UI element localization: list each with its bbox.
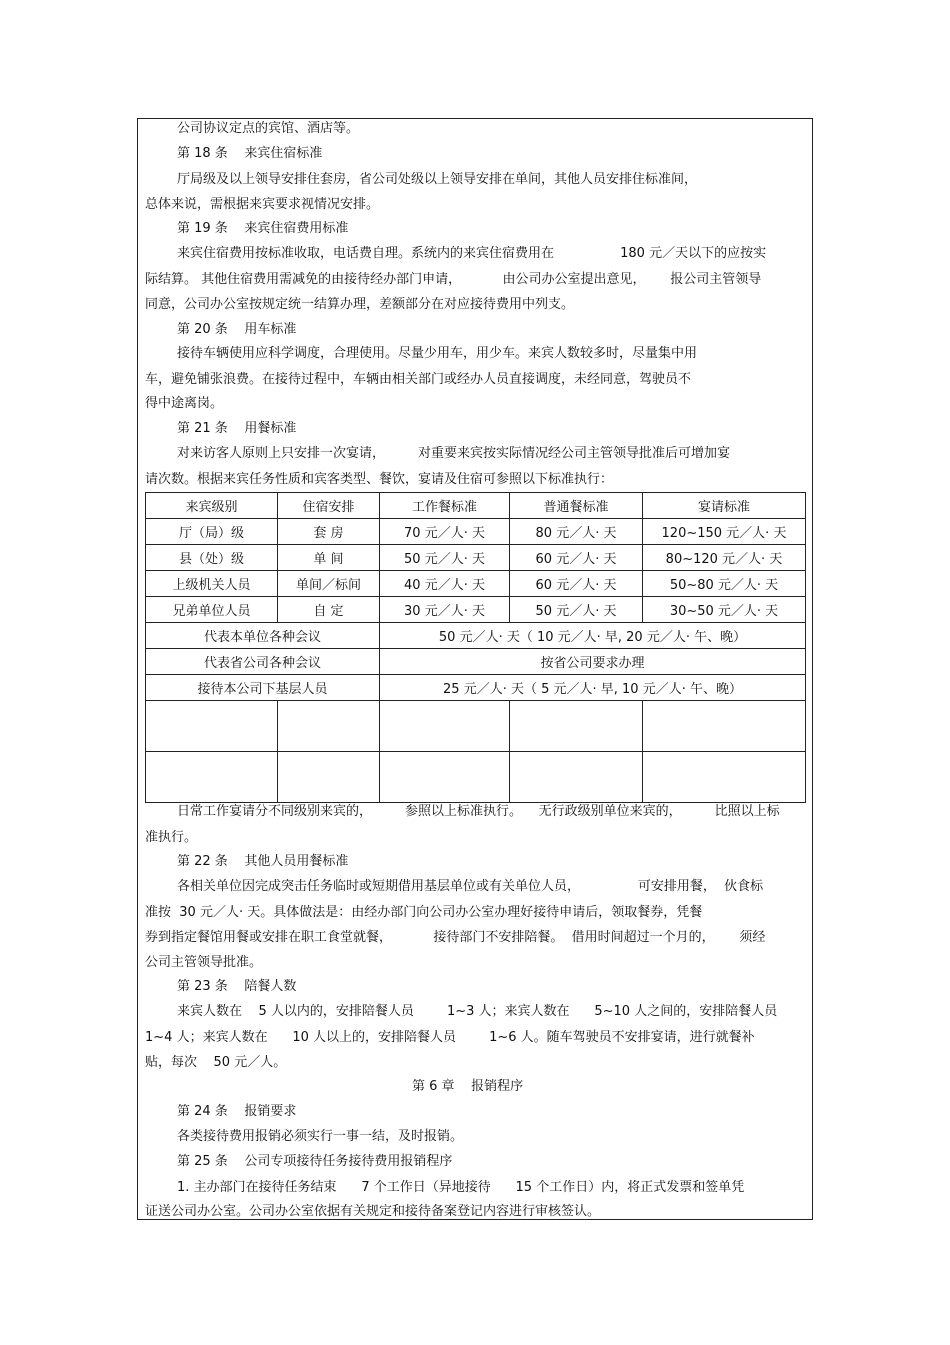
text-line: 1~4 人；来宾人数在 10 人以上的，安排陪餐人员 1~6 人。随车驾驶员不安排宴请，进行就餐补 [145, 1030, 755, 1045]
table-empty-row [146, 701, 806, 752]
table-cell: 25 元／人· 天（ 5 元／人· 早, 10 元／人· 午、晚） [380, 675, 806, 701]
chapter-heading: 第 6 章 报销程序 [412, 1079, 524, 1094]
table-cell: 50 元／人· 天（ 10 元／人· 早, 20 元／人· 午、晚） [380, 623, 806, 649]
table-header-cell: 工作餐标准 [380, 493, 510, 519]
table-cell: 按省公司要求办理 [380, 649, 806, 675]
dining-standard-table [145, 492, 806, 803]
table-cell: 60 元／人· 天 [510, 571, 643, 597]
table-row [146, 571, 806, 597]
article-heading-19: 第 19 条 来宾住宿费用标准 [177, 221, 349, 236]
table-merged-row [146, 649, 806, 675]
text-line: 公司主管领导批准。 [145, 955, 263, 970]
table-empty-cell [146, 752, 278, 803]
table-cell: 30~50 元／人· 天 [643, 597, 806, 623]
article-heading-18: 第 18 条 来宾住宿标准 [177, 146, 323, 161]
table-row [146, 519, 806, 545]
table-cell: 自 定 [278, 597, 380, 623]
table-cell: 40 元／人· 天 [380, 571, 510, 597]
table-cell: 单 间 [278, 545, 380, 571]
table-cell: 120~150 元／人· 天 [643, 519, 806, 545]
table-empty-row [146, 752, 806, 803]
table-empty-cell [278, 701, 380, 752]
text-line: 准执行。 [145, 830, 198, 845]
table-cell: 80~120 元／人· 天 [643, 545, 806, 571]
table-row [146, 545, 806, 571]
text-line: 车，避免铺张浪费。在接待过程中，车辆由相关部门或经办人员直接调度，未经同意，驾驶员不 [145, 372, 692, 387]
text-line: 贴，每次 50 元／人。 [145, 1055, 287, 1070]
table-header-cell: 住宿安排 [278, 493, 380, 519]
text-line: 总体来说，需根据来宾要求视情况安排。 [145, 197, 380, 212]
article-heading-21: 第 21 条 用餐标准 [177, 421, 297, 436]
table-empty-cell [510, 752, 643, 803]
table-cell: 套 房 [278, 519, 380, 545]
table-cell: 50 元／人· 天 [380, 545, 510, 571]
table-header-cell: 普通餐标准 [510, 493, 643, 519]
article-heading-24: 第 24 条 报销要求 [177, 1104, 297, 1119]
article-heading-25: 第 25 条 公司专项接待任务接待费用报销程序 [177, 1154, 453, 1169]
text-line: 来宾住宿费用按标准收取，电话费自理。系统内的来宾住宿费用在 180 元／天以下的应按实 [177, 246, 767, 261]
article-heading-23: 第 23 条 陪餐人数 [177, 979, 297, 994]
table-empty-cell [278, 752, 380, 803]
table-header-cell: 宴请标准 [643, 493, 806, 519]
article-heading-20: 第 20 条 用车标准 [177, 322, 297, 337]
table-cell: 代表省公司各种会议 [146, 649, 380, 675]
text-line: 对来访客人原则上只安排一次宴请， 对重要来宾按实际情况经公司主管领导批准后可增加宴 [177, 446, 731, 461]
table-row [146, 597, 806, 623]
table-cell: 县（处）级 [146, 545, 278, 571]
table-header-cell: 来宾级别 [146, 493, 278, 519]
table-cell: 兄弟单位人员 [146, 597, 278, 623]
text-line: 同意，公司办公室按规定统一结算办理，差额部分在对应接待费用中列支。 [145, 297, 575, 312]
table-cell: 50 元／人· 天 [510, 597, 643, 623]
text-line: 公司协议定点的宾馆、酒店等。 [177, 121, 360, 136]
table-merged-row [146, 623, 806, 649]
table-empty-cell [643, 701, 806, 752]
text-line: 得中途离岗。 [145, 396, 224, 411]
text-line: 请次数。根据来宾任务性质和宾客类型、餐饮，宴请及住宿可参照以下标准执行： [145, 472, 614, 487]
text-line: 各类接待费用报销必须实行一事一结，及时报销。 [177, 1129, 464, 1144]
text-line: 准按 30 元／人· 天。具体做法是：由经办部门向公司办公室办理好接待申请后，领取餐券，凭餐 [145, 905, 703, 920]
article-heading-22: 第 22 条 其他人员用餐标准 [177, 854, 349, 869]
text-line: 日常工作宴请分不同级别来宾的， 参照以上标准执行。 无行政级别单位来宾的， 比照以上标 [177, 804, 780, 819]
text-line: 厅局级及以上领导安排住套房，省公司处级以上领导安排在单间，其他人员安排住标准间， [177, 172, 698, 187]
table-empty-cell [146, 701, 278, 752]
table-cell: 70 元／人· 天 [380, 519, 510, 545]
table-cell: 50~80 元／人· 天 [643, 571, 806, 597]
table-cell: 60 元／人· 天 [510, 545, 643, 571]
table-empty-cell [380, 752, 510, 803]
table-empty-cell [380, 701, 510, 752]
text-line: 际结算。 其他住宿费用需减免的由接待经办部门申请， 由公司办公室提出意见， 报公司主管领导 [145, 272, 762, 287]
table-header-row [146, 493, 806, 519]
table-merged-row [146, 675, 806, 701]
text-line: 券到指定餐馆用餐或安排在职工食堂就餐， 接待部门不安排陪餐。 借用时间超过一个月的， 须经 [145, 930, 766, 945]
table-cell: 上级机关人员 [146, 571, 278, 597]
table-cell: 厅（局）级 [146, 519, 278, 545]
text-line: 证送公司办公室。公司办公室依据有关规定和接待备案登记内容进行审核签认。 [145, 1204, 601, 1219]
table-cell: 接待本公司下基层人员 [146, 675, 380, 701]
text-line: 各相关单位因完成突击任务临时或短期借用基层单位或有关单位人员， 可安排用餐， 伙食标 [177, 879, 764, 894]
table-cell: 代表本单位各种会议 [146, 623, 380, 649]
text-line: 来宾人数在 5 人以内的，安排陪餐人员 1~3 人；来宾人数在 5~10 人之间的，安排陪餐人员 [177, 1004, 778, 1019]
table-cell: 30 元／人· 天 [380, 597, 510, 623]
table-cell: 单间／标间 [278, 571, 380, 597]
table-empty-cell [510, 701, 643, 752]
table-empty-cell [643, 752, 806, 803]
text-line: 1. 主办部门在接待任务结束 7 个工作日（异地接待 15 个工作日）内，将正式发票和签单凭 [177, 1180, 745, 1195]
table-cell: 80 元／人· 天 [510, 519, 643, 545]
text-line: 接待车辆使用应科学调度，合理使用。尽量少用车，用少车。来宾人数较多时，尽量集中用 [177, 346, 698, 361]
